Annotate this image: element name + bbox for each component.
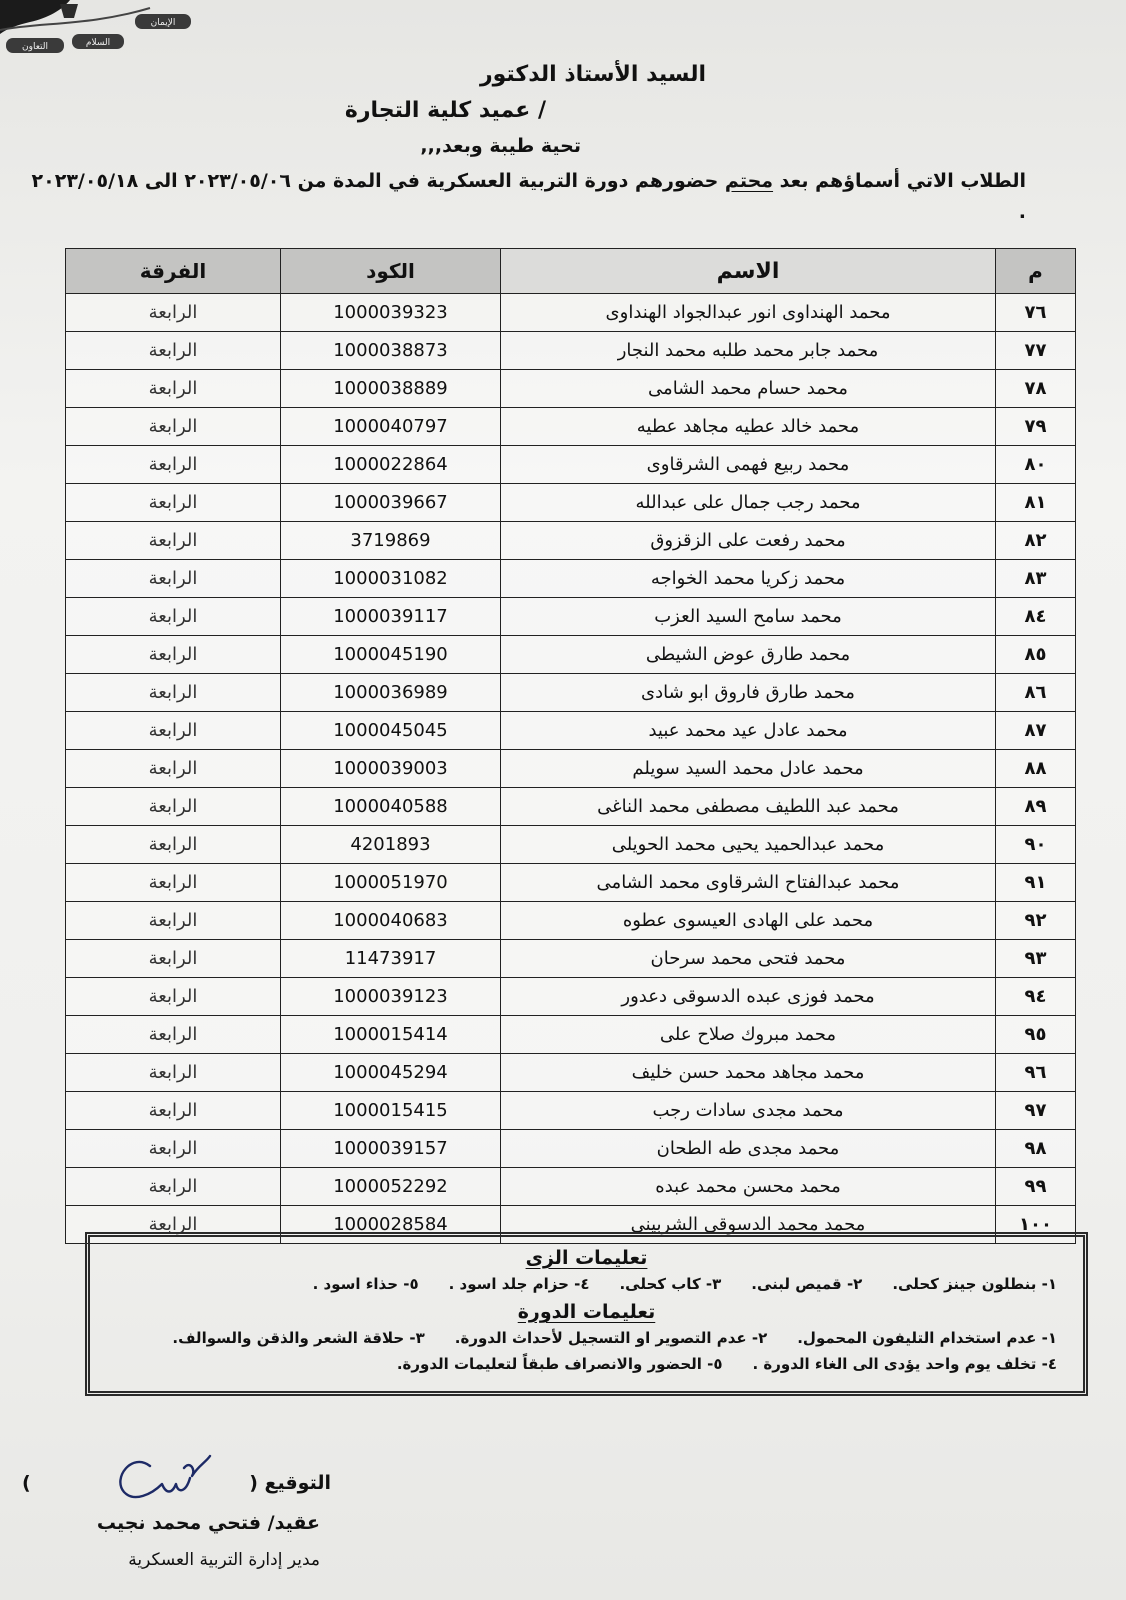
student-name: محمد مجدى سادات رجب <box>501 1092 996 1130</box>
intro-emphasis: محتم <box>724 170 774 192</box>
student-name: محمد عادل محمد السيد سويلم <box>501 750 996 788</box>
student-code: 1000038889 <box>281 370 501 408</box>
student-name: محمد محسن محمد عبده <box>501 1168 996 1206</box>
student-level: الرابعة <box>66 1092 281 1130</box>
student-level: الرابعة <box>66 636 281 674</box>
row-number: ٨١ <box>996 484 1076 522</box>
student-name: محمد مبروك صلاح على <box>501 1016 996 1054</box>
students-table <box>65 248 1076 1244</box>
student-name: محمد حسام محمد الشامى <box>501 370 996 408</box>
table-row <box>66 1016 1076 1054</box>
student-level: الرابعة <box>66 864 281 902</box>
student-name: محمد جابر محمد طلبه محمد النجار <box>501 332 996 370</box>
row-number: ١٠٠ <box>996 1206 1076 1244</box>
table-header-row <box>66 249 1076 294</box>
table-row <box>66 826 1076 864</box>
student-level: الرابعة <box>66 1168 281 1206</box>
student-name: محمد عادل عيد محمد عبيد <box>501 712 996 750</box>
signature-label: التوقيع ( <box>249 1472 331 1494</box>
table-body <box>66 294 1076 1244</box>
header-code: الكود <box>281 249 501 294</box>
student-code: 1000038873 <box>281 332 501 370</box>
student-code: 1000039117 <box>281 598 501 636</box>
student-code: 1000039667 <box>281 484 501 522</box>
table-row <box>66 560 1076 598</box>
table-row <box>66 370 1076 408</box>
row-number: ٧٨ <box>996 370 1076 408</box>
table-row <box>66 712 1076 750</box>
student-code: 11473917 <box>281 940 501 978</box>
dress-item: ٢- قميص لبنى. <box>751 1275 863 1293</box>
logo-ribbon-text: التعاون <box>22 42 48 52</box>
course-instructions-line <box>108 1355 1065 1373</box>
student-code: 1000015414 <box>281 1016 501 1054</box>
row-number: ٨٩ <box>996 788 1076 826</box>
emblem-logo <box>0 0 200 58</box>
student-name: محمد فتحى محمد سرحان <box>501 940 996 978</box>
student-code: 1000040797 <box>281 408 501 446</box>
course-item: ١- عدم استخدام التليفون المحمول. <box>797 1329 1057 1347</box>
student-code: 1000036989 <box>281 674 501 712</box>
table-row <box>66 1168 1076 1206</box>
table-row <box>66 788 1076 826</box>
row-number: ٧٦ <box>996 294 1076 332</box>
student-code: 4201893 <box>281 826 501 864</box>
dress-item: ٥- حذاء اسود . <box>312 1275 419 1293</box>
row-number: ٧٧ <box>996 332 1076 370</box>
row-number: ٩٦ <box>996 1054 1076 1092</box>
student-code: 1000028584 <box>281 1206 501 1244</box>
row-number: ٨٤ <box>996 598 1076 636</box>
student-code: 1000039323 <box>281 294 501 332</box>
student-level: الرابعة <box>66 750 281 788</box>
table-row <box>66 674 1076 712</box>
student-code: 1000039123 <box>281 978 501 1016</box>
student-code: 1000045190 <box>281 636 501 674</box>
student-code: 1000039157 <box>281 1130 501 1168</box>
table-row <box>66 1092 1076 1130</box>
course-item: ٥- الحضور والانصراف طبقاً لتعليمات الدورة. <box>396 1355 723 1373</box>
course-instructions-line <box>108 1329 1065 1347</box>
student-name: محمد طارق فاروق ابو شادى <box>501 674 996 712</box>
row-number: ٩٤ <box>996 978 1076 1016</box>
student-code: 1000045045 <box>281 712 501 750</box>
student-level: الرابعة <box>66 940 281 978</box>
signatory-rank-name: عقيد/ فتحي محمد نجيب <box>96 1512 320 1534</box>
student-level: الرابعة <box>66 332 281 370</box>
row-number: ٨٥ <box>996 636 1076 674</box>
table-row <box>66 484 1076 522</box>
table-row <box>66 598 1076 636</box>
student-code: 3719869 <box>281 522 501 560</box>
student-level: الرابعة <box>66 902 281 940</box>
course-item: ٣- حلاقة الشعر والذقن والسوالف. <box>172 1329 425 1347</box>
student-name: محمد محمد الدسوقى الشربينى <box>501 1206 996 1244</box>
row-number: ٩١ <box>996 864 1076 902</box>
student-level: الرابعة <box>66 1054 281 1092</box>
student-name: محمد عبدالحميد يحيى محمد الحويلى <box>501 826 996 864</box>
student-name: محمد على الهادى العيسوى عطوه <box>501 902 996 940</box>
student-code: 1000039003 <box>281 750 501 788</box>
intro-paragraph <box>30 166 1026 228</box>
signature-close-paren: ) <box>22 1472 31 1494</box>
student-level: الرابعة <box>66 446 281 484</box>
student-code: 1000052292 <box>281 1168 501 1206</box>
student-name: محمد سامح السيد العزب <box>501 598 996 636</box>
student-level: الرابعة <box>66 408 281 446</box>
table-row <box>66 902 1076 940</box>
student-level: الرابعة <box>66 598 281 636</box>
row-number: ٩٩ <box>996 1168 1076 1206</box>
student-code: 1000040588 <box>281 788 501 826</box>
table-row <box>66 446 1076 484</box>
table-row <box>66 1130 1076 1168</box>
handwritten-signature <box>110 1448 220 1510</box>
student-name: محمد زكريا محمد الخواجه <box>501 560 996 598</box>
dress-item: ٤- حزام جلد اسود . <box>448 1275 590 1293</box>
student-name: محمد عبد اللطيف مصطفى محمد الناغى <box>501 788 996 826</box>
row-number: ٨٠ <box>996 446 1076 484</box>
row-number: ٨٨ <box>996 750 1076 788</box>
student-code: 1000045294 <box>281 1054 501 1092</box>
student-name: محمد طارق عوض الشيطى <box>501 636 996 674</box>
dress-item: ٣- كاب كحلى. <box>619 1275 722 1293</box>
student-level: الرابعة <box>66 560 281 598</box>
row-number: ٨٢ <box>996 522 1076 560</box>
table-row <box>66 940 1076 978</box>
student-name: محمد مجاهد محمد حسن خليف <box>501 1054 996 1092</box>
course-item: ٤- تخلف يوم واحد يؤدى الى الغاء الدورة . <box>752 1355 1057 1373</box>
student-code: 1000022864 <box>281 446 501 484</box>
table-row <box>66 1054 1076 1092</box>
row-number: ٩٥ <box>996 1016 1076 1054</box>
course-item: ٢- عدم التصوير او التسجيل لأحداث الدورة. <box>454 1329 768 1347</box>
student-level: الرابعة <box>66 788 281 826</box>
table-row <box>66 750 1076 788</box>
student-name: محمد عبدالفتاح الشرقاوى محمد الشامى <box>501 864 996 902</box>
row-number: ٩٧ <box>996 1092 1076 1130</box>
greeting: تحية طيبة وبعد,,, <box>420 135 581 157</box>
signatory-position: مدير إدارة التربية العسكرية <box>128 1550 320 1570</box>
student-level: الرابعة <box>66 484 281 522</box>
student-code: 1000031082 <box>281 560 501 598</box>
dress-instructions-list <box>108 1275 1065 1293</box>
student-name: محمد خالد عطيه مجاهد عطيه <box>501 408 996 446</box>
table-row <box>66 408 1076 446</box>
student-level: الرابعة <box>66 1016 281 1054</box>
course-instructions-title: تعليمات الدورة <box>517 1301 656 1323</box>
student-level: الرابعة <box>66 1206 281 1244</box>
student-name: محمد الهنداوى انور عبدالجواد الهنداوى <box>501 294 996 332</box>
row-number: ٩٨ <box>996 1130 1076 1168</box>
row-number: ٩٠ <box>996 826 1076 864</box>
row-number: ٨٦ <box>996 674 1076 712</box>
table-row <box>66 864 1076 902</box>
instructions-box <box>85 1232 1088 1396</box>
student-level: الرابعة <box>66 978 281 1016</box>
addressee-line-1: السيد الأستاذ الدكتور <box>479 62 706 87</box>
logo-ribbon-text: السلام <box>85 38 111 48</box>
addressee-line-2: / عميد كلية التجارة <box>344 98 546 123</box>
student-level: الرابعة <box>66 712 281 750</box>
student-code: 1000015415 <box>281 1092 501 1130</box>
table-row <box>66 636 1076 674</box>
student-level: الرابعة <box>66 522 281 560</box>
row-number: ٧٩ <box>996 408 1076 446</box>
student-name: محمد ربيع فهمى الشرقاوى <box>501 446 996 484</box>
student-level: الرابعة <box>66 674 281 712</box>
row-number: ٨٣ <box>996 560 1076 598</box>
intro-after: حضورهم دورة التربية العسكرية في المدة من ٢٠٢٣/٠٥/٠٦ الى ٢٠٢٣/٠٥/١٨ . <box>31 170 1026 223</box>
header-level: الفرقة <box>66 249 281 294</box>
student-level: الرابعة <box>66 826 281 864</box>
row-number: ٨٧ <box>996 712 1076 750</box>
student-level: الرابعة <box>66 370 281 408</box>
dress-item: ١- بنطلون جينز كحلى. <box>892 1275 1057 1293</box>
header-name: الاسم <box>501 249 996 294</box>
intro-before: الطلاب الاتي أسماؤهم بعد <box>779 170 1026 192</box>
student-level: الرابعة <box>66 294 281 332</box>
table-row <box>66 978 1076 1016</box>
header-number: م <box>996 249 1076 294</box>
student-name: محمد مجدى طه الطحان <box>501 1130 996 1168</box>
student-name: محمد رفعت على الزقزوق <box>501 522 996 560</box>
student-code: 1000040683 <box>281 902 501 940</box>
table-row <box>66 522 1076 560</box>
table-row <box>66 332 1076 370</box>
row-number: ٩٣ <box>996 940 1076 978</box>
dress-instructions-title: تعليمات الزى <box>525 1247 648 1269</box>
student-level: الرابعة <box>66 1130 281 1168</box>
student-name: محمد رجب جمال على عبدالله <box>501 484 996 522</box>
student-name: محمد فوزى عبده الدسوقى دعدور <box>501 978 996 1016</box>
row-number: ٩٢ <box>996 902 1076 940</box>
logo-ribbon-text: الإيمان <box>150 18 176 28</box>
table-row <box>66 294 1076 332</box>
student-code: 1000051970 <box>281 864 501 902</box>
